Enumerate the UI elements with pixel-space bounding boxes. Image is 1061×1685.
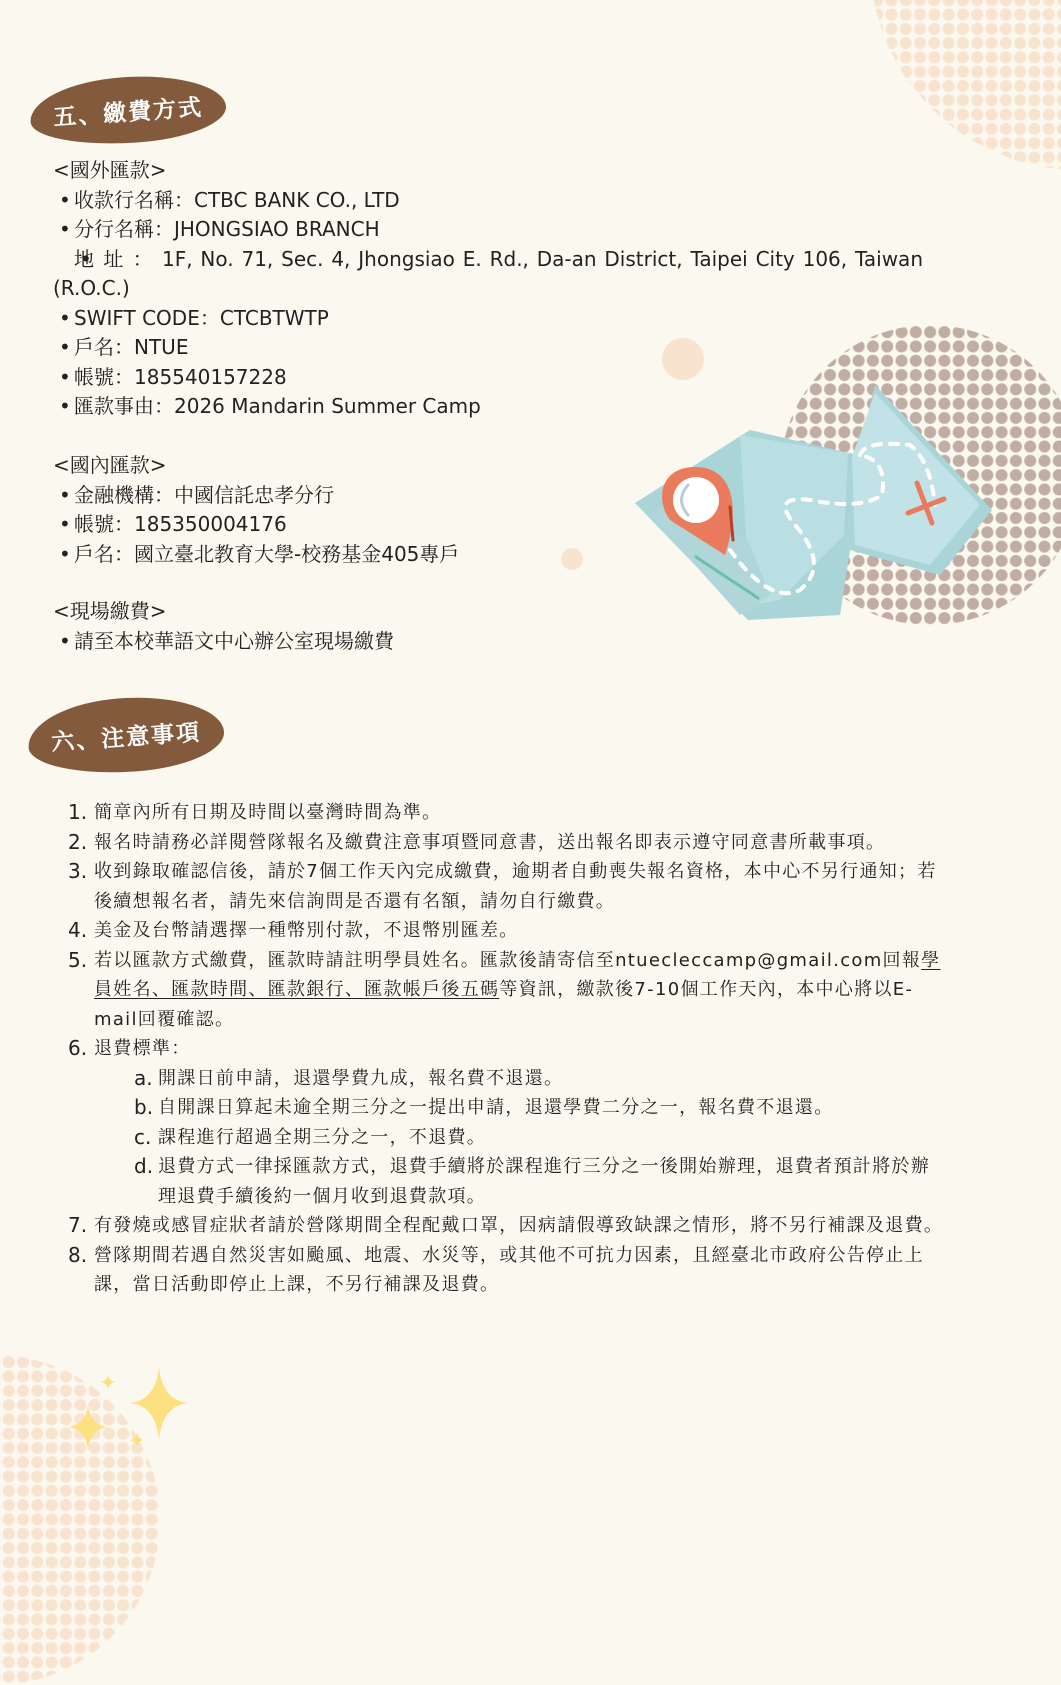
section-heading-payment-method: [28, 70, 228, 150]
note-number: 2.: [68, 829, 88, 854]
note-item: [68, 798, 944, 828]
refund-text: 退費方式一律採匯款方式，退費手續將於課程進行三分之一後開始辦理，退費者預計將於辦理退費手續後約一個月收到退費款項。: [158, 1156, 930, 1207]
note-number: 7.: [68, 1213, 88, 1237]
note-text: 美金及台幣請選擇一種幣別付款，不退幣別匯差。: [94, 920, 519, 941]
refund-text: 開課日前申請，退還學費九成，報名費不退還。: [158, 1067, 564, 1089]
swift-code-item: • SWIFT CODE：CTCBTWTP: [53, 304, 923, 334]
note-text: 有發燒或感冒症狀者請於營隊期間全程配戴口罩，因病請假導致缺課之情形，將不另行補課及退費。: [94, 1215, 944, 1236]
section-heading-text: 六、注意事項: [50, 719, 202, 756]
foreign-remittance-label: <國外匯款>: [53, 158, 167, 182]
section-heading-text: 五、繳費方式: [52, 94, 204, 131]
note-number: 1.: [68, 800, 88, 824]
note-item: [68, 857, 944, 916]
refund-letter: d.: [134, 1154, 154, 1178]
account-name-item: • 戶名：NTUE: [53, 333, 923, 363]
address-item: • 地 址 ： 1F, No. 71, Sec. 4, Jhongsiao E. Rd., Da-an District, Taipei City 106, Taiwan (R.O.C.): [53, 245, 923, 304]
refund-item: [134, 1123, 944, 1153]
underlined-required-info: 學員姓名、匯款時間、匯款銀行、匯款帳戶後五碼: [94, 949, 941, 1000]
note-item-refund-policy: [68, 1034, 944, 1211]
note-text: 營隊期間若遇自然災害如颱風、地震、水災等，或其他不可抗力因素，且經臺北市政府公告停止上課，當日活動即停止上課，不另行補課及退費。: [94, 1244, 924, 1295]
note-item: [68, 916, 944, 946]
note-number: 6.: [68, 1036, 88, 1060]
note-item-remittance-email: [68, 946, 944, 1035]
domestic-remittance-block: [53, 451, 613, 569]
domestic-remittance-label: <國內匯款>: [53, 453, 167, 477]
note-number: 8.: [68, 1242, 88, 1267]
note-text: 等資訊，繳款後7-10個工作天內，本中心將以E-mail回覆確認。: [94, 979, 914, 1030]
refund-letter: c.: [134, 1124, 152, 1149]
note-text: 若以匯款方式繳費，匯款時請註明學員姓名。匯款後請寄信至ntuecleccamp@gmail.com回報: [94, 949, 922, 971]
onsite-payment-label: <現場繳費>: [53, 599, 167, 623]
account-name-item: • 戶名：國立臺北教育大學-校務基金405專戶: [53, 540, 613, 570]
note-number: 4.: [68, 918, 88, 942]
account-number-item: • 帳號：185540157228: [53, 363, 923, 393]
note-text: 簡章內所有日期及時間以臺灣時間為準。: [94, 802, 442, 823]
note-number: 3.: [68, 859, 88, 883]
branch-name-item: • 分行名稱：JHONGSIAO BRANCH: [53, 215, 923, 245]
refund-item: [134, 1064, 944, 1094]
note-item: [68, 1211, 944, 1241]
refund-item: [134, 1093, 944, 1123]
bank-name-item: • 收款行名稱：CTBC BANK CO., LTD: [53, 186, 923, 216]
sparkle-icon: [60, 1365, 200, 1465]
refund-letter: b.: [134, 1095, 154, 1119]
note-text: 收到錄取確認信後，請於7個工作天內完成繳費，逾期者自動喪失報名資格，本中心不另行通知；若後續想報名者，請先來信詢問是否還有名額，請勿自行繳費。: [94, 861, 937, 912]
section-heading-notes: [26, 691, 227, 778]
refund-text: 自開課日算起未逾全期三分之一提出申請，退還學費二分之一，報名費不退還。: [158, 1097, 834, 1118]
note-number: 5.: [68, 947, 88, 972]
account-number-item: • 帳號：185350004176: [53, 510, 613, 540]
foreign-remittance-block: [53, 156, 923, 422]
note-text: 退費標準：: [94, 1038, 191, 1059]
refund-text: 課程進行超過全期三分之一，不退費。: [158, 1126, 487, 1148]
refund-item: [134, 1152, 944, 1211]
refund-letter: a.: [134, 1065, 153, 1090]
financial-institution-item: • 金融機構：中國信託忠孝分行: [53, 481, 613, 511]
remittance-purpose-item: • 匯款事由：2026 Mandarin Summer Camp: [53, 392, 923, 422]
refund-sublist: [94, 1064, 944, 1212]
note-item: [68, 1241, 944, 1300]
onsite-payment-item: • 請至本校華語文中心辦公室現場繳費: [53, 627, 613, 657]
decorative-dots-top-right: [870, 0, 1061, 170]
notes-list: [68, 798, 944, 1300]
note-item: [68, 828, 944, 858]
onsite-payment-block: [53, 597, 613, 656]
note-text: 報名時請務必詳閱營隊報名及繳費注意事項暨同意書，送出報名即表示遵守同意書所載事項。: [94, 831, 886, 853]
